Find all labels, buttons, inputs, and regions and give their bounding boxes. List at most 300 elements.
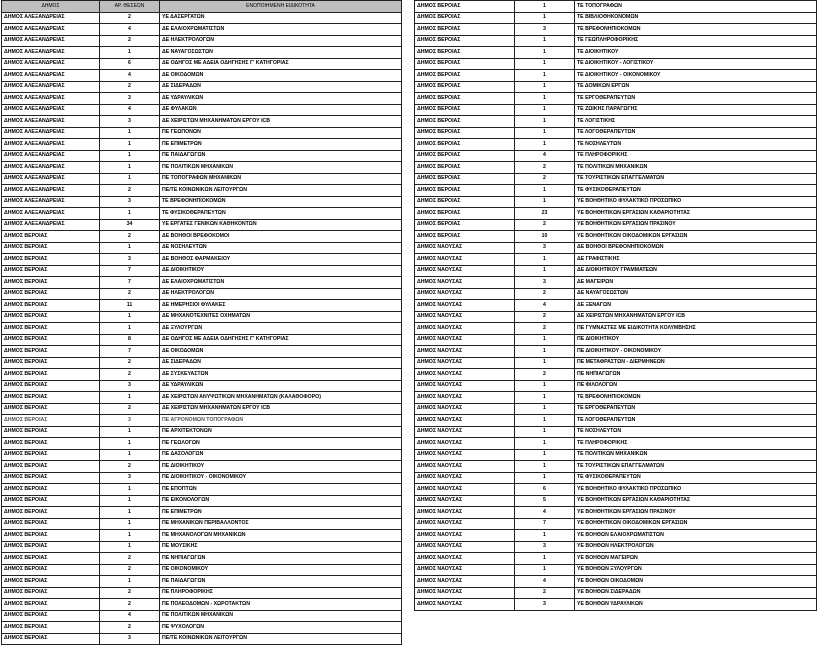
cell-dimos: ΔΗΜΟΣ ΒΕΡΟΙΑΣ <box>415 116 515 128</box>
table-row <box>415 265 817 277</box>
cell-dimos: ΔΗΜΟΣ ΝΑΟΥΣΑΣ <box>415 403 515 415</box>
cell-eidikotita: ΤΕ ΛΟΓΟΘΕΡΑΠΕΥΤΩΝ <box>575 415 817 427</box>
cell-theseis: 1 <box>100 208 160 220</box>
cell-theseis: 1 <box>515 415 575 427</box>
cell-theseis: 1 <box>515 116 575 128</box>
cell-theseis: 23 <box>515 208 575 220</box>
table-row <box>415 1 817 13</box>
cell-dimos: ΔΗΜΟΣ ΝΑΟΥΣΑΣ <box>415 576 515 588</box>
cell-theseis: 1 <box>100 518 160 530</box>
cell-theseis: 1 <box>515 185 575 197</box>
table-row <box>2 472 402 484</box>
cell-dimos: ΔΗΜΟΣ ΒΕΡΟΙΑΣ <box>415 58 515 70</box>
cell-theseis: 1 <box>100 127 160 139</box>
table-row <box>415 277 817 289</box>
cell-dimos: ΔΗΜΟΣ ΒΕΡΟΙΑΣ <box>415 35 515 47</box>
table-row <box>2 438 402 450</box>
cell-theseis: 1 <box>100 311 160 323</box>
cell-theseis: 3 <box>100 633 160 645</box>
cell-theseis: 7 <box>515 518 575 530</box>
cell-dimos: ΔΗΜΟΣ ΒΕΡΟΙΑΣ <box>2 288 100 300</box>
cell-eidikotita: ΤΕ ΓΕΩΠΛΗΡΟΦΟΡΙΚΗΣ <box>575 35 817 47</box>
cell-dimos: ΔΗΜΟΣ ΑΛΕΞΑΝΔΡΕΙΑΣ <box>2 93 100 105</box>
table-row <box>2 196 402 208</box>
table-row <box>415 35 817 47</box>
cell-theseis: 4 <box>100 24 160 36</box>
table-row <box>2 104 402 116</box>
cell-dimos: ΔΗΜΟΣ ΒΕΡΟΙΑΣ <box>2 380 100 392</box>
cell-dimos: ΔΗΜΟΣ ΝΑΟΥΣΑΣ <box>415 277 515 289</box>
cell-eidikotita: ΔΕ ΣΥΣΚΕΥΑΣΤΩΝ <box>160 369 402 381</box>
cell-theseis: 2 <box>100 369 160 381</box>
cell-theseis: 2 <box>100 35 160 47</box>
table-row <box>2 587 402 599</box>
cell-dimos: ΔΗΜΟΣ ΝΑΟΥΣΑΣ <box>415 438 515 450</box>
cell-eidikotita: ΤΕ ΦΥΣΙΚΟΘΕΡΑΠΕΥΤΩΝ <box>575 185 817 197</box>
cell-dimos: ΔΗΜΟΣ ΝΑΟΥΣΑΣ <box>415 323 515 335</box>
table-row <box>415 139 817 151</box>
cell-theseis: 2 <box>515 219 575 231</box>
cell-theseis: 1 <box>515 1 575 13</box>
cell-eidikotita: ΥΕ ΒΟΗΘΗΤΙΚΟ ΦΥΛΑΚΤΙΚΟ ΠΡΟΣΩΠΙΚΟ <box>575 196 817 208</box>
table-row <box>2 24 402 36</box>
cell-eidikotita: ΠΕ ΨΥΧΟΛΟΓΩΝ <box>160 622 402 634</box>
cell-eidikotita: ΔΕ ΣΙΔΕΡΑΔΩΝ <box>160 81 402 93</box>
cell-theseis: 4 <box>100 104 160 116</box>
cell-eidikotita: ΤΕ ΒΡΕΦΟΝΗΠΙΟΚΟΜΩΝ <box>160 196 402 208</box>
table-row <box>2 219 402 231</box>
table-row <box>2 633 402 645</box>
cell-eidikotita: ΔΕ ΒΟΗΘΟΙ ΒΡΕΦΟΝΗΠΙΟΚΟΜΩΝ <box>575 242 817 254</box>
cell-theseis: 1 <box>515 461 575 473</box>
cell-eidikotita: ΤΕ ΠΛΗΡΟΦΟΡΙΚΗΣ <box>575 150 817 162</box>
cell-theseis: 2 <box>100 357 160 369</box>
cell-eidikotita: ΥΕ ΔΑΣΕΡΓΑΤΩΝ <box>160 12 402 24</box>
cell-eidikotita: ΤΕ ΔΙΟΙΚΗΤΙΚΟΥ - ΟΙΚΟΝΟΜΙΚΟΥ <box>575 70 817 82</box>
cell-theseis: 1 <box>515 449 575 461</box>
cell-eidikotita: ΔΕ ΝΑΥΑΓΟΣΩΣΤΩΝ <box>160 47 402 59</box>
cell-theseis: 1 <box>515 47 575 59</box>
cell-eidikotita: ΥΕ ΒΟΗΘΩΝ ΗΛΕΚΤΡΟΛΟΓΩΝ <box>575 541 817 553</box>
cell-dimos: ΔΗΜΟΣ ΝΑΟΥΣΑΣ <box>415 599 515 611</box>
cell-theseis: 4 <box>100 610 160 622</box>
cell-eidikotita: ΤΕ ΦΥΣΙΚΟΘΕΡΑΠΕΥΤΩΝ <box>160 208 402 220</box>
cell-eidikotita: ΠΕ ΑΡΧΙΤΕΚΤΟΝΩΝ <box>160 426 402 438</box>
table-row <box>415 415 817 427</box>
cell-theseis: 1 <box>100 323 160 335</box>
cell-dimos: ΔΗΜΟΣ ΝΑΟΥΣΑΣ <box>415 300 515 312</box>
cell-dimos: ΔΗΜΟΣ ΝΑΟΥΣΑΣ <box>415 415 515 427</box>
cell-theseis: 1 <box>515 392 575 404</box>
table-row <box>2 231 402 243</box>
table-row <box>2 334 402 346</box>
cell-eidikotita: ΔΕ ΝΟΣΗΛΕΥΤΩΝ <box>160 242 402 254</box>
table-row <box>415 81 817 93</box>
cell-theseis: 1 <box>515 127 575 139</box>
table-row <box>415 346 817 358</box>
table-row <box>415 438 817 450</box>
cell-dimos: ΔΗΜΟΣ ΒΕΡΟΙΑΣ <box>2 564 100 576</box>
cell-eidikotita: ΔΕ ΜΑΓΕΙΡΩΝ <box>575 277 817 289</box>
cell-eidikotita: ΤΕ ΕΡΓΟΘΕΡΑΠΕΥΤΩΝ <box>575 403 817 415</box>
cell-dimos: ΔΗΜΟΣ ΑΛΕΞΑΝΔΡΕΙΑΣ <box>2 70 100 82</box>
table-row <box>2 277 402 289</box>
table-row <box>415 254 817 266</box>
cell-eidikotita: ΔΕ ΟΙΚΟΔΟΜΩΝ <box>160 70 402 82</box>
table-row <box>2 162 402 174</box>
table-row <box>2 185 402 197</box>
table-row <box>415 495 817 507</box>
cell-dimos: ΔΗΜΟΣ ΝΑΟΥΣΑΣ <box>415 334 515 346</box>
cell-dimos: ΔΗΜΟΣ ΑΛΕΞΑΝΔΡΕΙΑΣ <box>2 35 100 47</box>
cell-eidikotita: ΔΕ ΒΟΗΘΟΙ ΒΡΕΦΟΚΟΜΟΙ <box>160 231 402 243</box>
cell-eidikotita: ΤΕ ΔΟΜΙΚΩΝ ΕΡΓΩΝ <box>575 81 817 93</box>
table-row <box>415 553 817 565</box>
cell-dimos: ΔΗΜΟΣ ΒΕΡΟΙΑΣ <box>2 403 100 415</box>
table-row <box>415 116 817 128</box>
cell-eidikotita: ΤΕ ΤΟΥΡΙΣΤΙΚΩΝ ΕΠΑΓΓΕΛΜΑΤΩΝ <box>575 173 817 185</box>
cell-theseis: 2 <box>100 461 160 473</box>
cell-eidikotita: ΤΕ ΛΟΓΟΘΕΡΑΠΕΥΤΩΝ <box>575 127 817 139</box>
cell-eidikotita: ΠΕ ΓΕΩΛΟΓΩΝ <box>160 438 402 450</box>
cell-eidikotita: ΥΕ ΒΟΗΘΗΤΙΚΩΝ ΟΙΚΟΔΟΜΙΚΩΝ ΕΡΓΑΣΙΩΝ <box>575 518 817 530</box>
cell-dimos: ΔΗΜΟΣ ΒΕΡΟΙΑΣ <box>2 449 100 461</box>
cell-eidikotita: ΥΕ ΒΟΗΘΗΤΙΚΩΝ ΕΡΓΑΣΙΩΝ ΚΑΘΑΡΙΟΤΗΤΑΣ <box>575 208 817 220</box>
cell-dimos: ΔΗΜΟΣ ΒΕΡΟΙΑΣ <box>415 93 515 105</box>
cell-theseis: 6 <box>100 58 160 70</box>
cell-theseis: 6 <box>515 484 575 496</box>
cell-eidikotita: ΤΕ ΛΟΓΙΣΤΙΚΗΣ <box>575 116 817 128</box>
cell-eidikotita: ΠΕ ΕΠΙΜΕΤΡΩΝ <box>160 139 402 151</box>
table-row <box>2 495 402 507</box>
cell-dimos: ΔΗΜΟΣ ΒΕΡΟΙΑΣ <box>2 461 100 473</box>
cell-eidikotita: ΔΕ ΥΔΡΑΥΛΙΚΩΝ <box>160 93 402 105</box>
cell-dimos: ΔΗΜΟΣ ΑΛΕΞΑΝΔΡΕΙΑΣ <box>2 139 100 151</box>
table-row <box>2 610 402 622</box>
table-row <box>2 139 402 151</box>
cell-dimos: ΔΗΜΟΣ ΑΛΕΞΑΝΔΡΕΙΑΣ <box>2 162 100 174</box>
table-row <box>2 173 402 185</box>
cell-theseis: 2 <box>515 323 575 335</box>
cell-eidikotita: ΠΕ ΜΗΧΑΝΙΚΩΝ ΠΕΡΙΒΑΛΛΟΝΤΟΣ <box>160 518 402 530</box>
cell-dimos: ΔΗΜΟΣ ΝΑΟΥΣΑΣ <box>415 311 515 323</box>
table-row <box>415 587 817 599</box>
cell-dimos: ΔΗΜΟΣ ΝΑΟΥΣΑΣ <box>415 507 515 519</box>
table-row <box>2 346 402 358</box>
cell-theseis: 2 <box>100 185 160 197</box>
cell-dimos: ΔΗΜΟΣ ΒΕΡΟΙΑΣ <box>2 369 100 381</box>
cell-dimos: ΔΗΜΟΣ ΝΑΟΥΣΑΣ <box>415 530 515 542</box>
cell-dimos: ΔΗΜΟΣ ΒΕΡΟΙΑΣ <box>2 553 100 565</box>
table-row <box>415 599 817 611</box>
cell-theseis: 1 <box>515 426 575 438</box>
cell-dimos: ΔΗΜΟΣ ΝΑΟΥΣΑΣ <box>415 346 515 358</box>
cell-dimos: ΔΗΜΟΣ ΑΛΕΞΑΝΔΡΕΙΑΣ <box>2 196 100 208</box>
cell-theseis: 8 <box>100 334 160 346</box>
table-row <box>2 265 402 277</box>
table-row <box>415 242 817 254</box>
cell-eidikotita: ΠΕ ΠΟΛΙΤΙΚΩΝ ΜΗΧΑΝΙΚΩΝ <box>160 610 402 622</box>
left-table-body <box>2 12 402 645</box>
table-row <box>2 242 402 254</box>
table-row <box>415 461 817 473</box>
cell-eidikotita: ΤΕ ΔΙΟΙΚΗΤΙΚΟΥ - ΛΟΓΙΣΤΙΚΟΥ <box>575 58 817 70</box>
cell-theseis: 2 <box>100 403 160 415</box>
cell-theseis: 2 <box>515 173 575 185</box>
table-row <box>2 380 402 392</box>
cell-theseis: 4 <box>515 300 575 312</box>
cell-eidikotita: ΤΕ ΖΩΙΚΗΣ ΠΑΡΑΓΩΓΗΣ <box>575 104 817 116</box>
table-row <box>2 622 402 634</box>
cell-eidikotita: ΔΕ ΟΔΗΓΟΣ ΜΕ ΑΔΕΙΑ ΟΔΗΓΗΣΗΣ Γ' ΚΑΤΗΓΟΡΙΑΣ <box>160 58 402 70</box>
cell-dimos: ΔΗΜΟΣ ΝΑΟΥΣΑΣ <box>415 288 515 300</box>
cell-eidikotita: ΠΕ ΠΛΗΡΟΦΟΡΙΚΗΣ <box>160 587 402 599</box>
cell-dimos: ΔΗΜΟΣ ΝΑΟΥΣΑΣ <box>415 369 515 381</box>
table-row <box>2 507 402 519</box>
cell-eidikotita: ΤΕ ΠΛΗΡΟΦΟΡΙΚΗΣ <box>575 438 817 450</box>
table-row <box>415 392 817 404</box>
cell-dimos: ΔΗΜΟΣ ΝΑΟΥΣΑΣ <box>415 426 515 438</box>
table-row <box>415 484 817 496</box>
cell-theseis: 2 <box>515 288 575 300</box>
cell-eidikotita: ΔΕ ΔΙΟΙΚΗΤΙΚΟΥ <box>160 265 402 277</box>
cell-theseis: 1 <box>515 438 575 450</box>
cell-eidikotita: ΤΕ ΒΙΒΛΙΟΘΗΚΟΝΟΜΩΝ <box>575 12 817 24</box>
cell-eidikotita: ΔΕ ΞΕΝΑΓΩΝ <box>575 300 817 312</box>
cell-dimos: ΔΗΜΟΣ ΒΕΡΟΙΑΣ <box>2 311 100 323</box>
cell-dimos: ΔΗΜΟΣ ΒΕΡΟΙΑΣ <box>2 323 100 335</box>
cell-dimos: ΔΗΜΟΣ ΒΕΡΟΙΑΣ <box>2 300 100 312</box>
cell-eidikotita: ΥΕ ΕΡΓΑΤΕΣ ΓΕΝΙΚΩΝ ΚΑΘΗΚΟΝΤΩΝ <box>160 219 402 231</box>
cell-theseis: 1 <box>515 70 575 82</box>
cell-theseis: 1 <box>515 553 575 565</box>
cell-theseis: 2 <box>515 162 575 174</box>
right-table-body <box>415 1 817 611</box>
header-eidikotita: ΕΝΟΠΟΙΗΜΕΝΗ ΕΙΔΙΚΟΤΗΤΑ <box>160 1 402 13</box>
table-row <box>415 564 817 576</box>
cell-dimos: ΔΗΜΟΣ ΒΕΡΟΙΑΣ <box>2 415 100 427</box>
cell-eidikotita: ΥΕ ΒΟΗΘΗΤΙΚΩΝ ΟΙΚΟΔΟΜΙΚΩΝ ΕΡΓΑΣΙΩΝ <box>575 231 817 243</box>
table-row <box>415 576 817 588</box>
cell-dimos: ΔΗΜΟΣ ΒΕΡΟΙΑΣ <box>415 162 515 174</box>
table-row <box>415 24 817 36</box>
cell-dimos: ΔΗΜΟΣ ΝΑΟΥΣΑΣ <box>415 564 515 576</box>
cell-eidikotita: ΥΕ ΒΟΗΘΩΝ ΜΑΓΕΙΡΩΝ <box>575 553 817 565</box>
table-row <box>415 162 817 174</box>
cell-theseis: 2 <box>100 12 160 24</box>
cell-theseis: 2 <box>100 599 160 611</box>
cell-eidikotita: ΠΕ ΦΙΛΟΛΟΓΩΝ <box>575 380 817 392</box>
cell-dimos: ΔΗΜΟΣ ΝΑΟΥΣΑΣ <box>415 392 515 404</box>
table-row <box>415 12 817 24</box>
cell-eidikotita: ΔΕ ΕΛΑΙΟΧΡΩΜΑΤΙΣΤΩΝ <box>160 277 402 289</box>
cell-theseis: 5 <box>515 495 575 507</box>
cell-theseis: 1 <box>100 530 160 542</box>
cell-dimos: ΔΗΜΟΣ ΝΑΟΥΣΑΣ <box>415 541 515 553</box>
cell-dimos: ΔΗΜΟΣ ΝΑΟΥΣΑΣ <box>415 587 515 599</box>
cell-dimos: ΔΗΜΟΣ ΝΑΟΥΣΑΣ <box>415 254 515 266</box>
cell-eidikotita: ΔΕ ΒΟΗΘΟΣ ΦΑΡΜΑΚΕΙΟΥ <box>160 254 402 266</box>
right-positions-table <box>414 0 817 611</box>
cell-eidikotita: ΥΕ ΒΟΗΘΗΤΙΚΩΝ ΕΡΓΑΣΙΩΝ ΠΡΑΣΙΝΟΥ <box>575 219 817 231</box>
cell-theseis: 1 <box>515 530 575 542</box>
cell-dimos: ΔΗΜΟΣ ΒΕΡΟΙΑΣ <box>2 472 100 484</box>
table-row <box>415 518 817 530</box>
cell-eidikotita: ΤΕ ΦΥΣΙΚΟΘΕΡΑΠΕΥΤΩΝ <box>575 472 817 484</box>
table-row <box>415 311 817 323</box>
cell-eidikotita: ΠΕ/ΤΕ ΚΟΙΝΩΝΙΚΩΝ ΛΕΙΤΟΥΡΓΩΝ <box>160 185 402 197</box>
cell-theseis: 1 <box>515 104 575 116</box>
cell-theseis: 1 <box>100 507 160 519</box>
cell-theseis: 1 <box>100 484 160 496</box>
cell-theseis: 1 <box>515 403 575 415</box>
cell-theseis: 1 <box>100 438 160 450</box>
cell-theseis: 1 <box>515 58 575 70</box>
cell-theseis: 1 <box>100 242 160 254</box>
cell-theseis: 1 <box>100 173 160 185</box>
cell-dimos: ΔΗΜΟΣ ΒΕΡΟΙΑΣ <box>2 242 100 254</box>
cell-theseis: 3 <box>515 541 575 553</box>
table-row <box>415 472 817 484</box>
cell-theseis: 2 <box>100 564 160 576</box>
cell-dimos: ΔΗΜΟΣ ΒΕΡΟΙΑΣ <box>2 576 100 588</box>
cell-dimos: ΔΗΜΟΣ ΒΕΡΟΙΑΣ <box>2 518 100 530</box>
cell-dimos: ΔΗΜΟΣ ΑΛΕΞΑΝΔΡΕΙΑΣ <box>2 116 100 128</box>
cell-theseis: 1 <box>100 449 160 461</box>
cell-theseis: 2 <box>100 81 160 93</box>
cell-dimos: ΔΗΜΟΣ ΒΕΡΟΙΑΣ <box>415 185 515 197</box>
cell-dimos: ΔΗΜΟΣ ΑΛΕΞΑΝΔΡΕΙΑΣ <box>2 24 100 36</box>
cell-dimos: ΔΗΜΟΣ ΝΑΟΥΣΑΣ <box>415 380 515 392</box>
cell-eidikotita: ΠΕ ΝΗΠΙΑΓΩΓΩΝ <box>160 553 402 565</box>
cell-eidikotita: ΠΕ ΔΙΟΙΚΗΤΙΚΟΥ - ΟΙΚΟΝΟΜΙΚΟΥ <box>575 346 817 358</box>
cell-dimos: ΔΗΜΟΣ ΝΑΟΥΣΑΣ <box>415 449 515 461</box>
cell-theseis: 1 <box>515 357 575 369</box>
table-row <box>415 530 817 542</box>
cell-theseis: 1 <box>515 334 575 346</box>
cell-theseis: 1 <box>515 12 575 24</box>
table-row <box>2 461 402 473</box>
cell-dimos: ΔΗΜΟΣ ΑΛΕΞΑΝΔΡΕΙΑΣ <box>2 173 100 185</box>
cell-eidikotita: ΥΕ ΒΟΗΘΩΝ ΞΥΛΟΥΡΓΩΝ <box>575 564 817 576</box>
cell-theseis: 1 <box>100 162 160 174</box>
table-row <box>2 369 402 381</box>
cell-dimos: ΔΗΜΟΣ ΒΕΡΟΙΑΣ <box>2 530 100 542</box>
cell-theseis: 1 <box>515 346 575 358</box>
cell-theseis: 1 <box>100 47 160 59</box>
cell-eidikotita: ΠΕ ΜΕΤΑΦΡΑΣΤΩΝ - ΔΙΕΡΜΗΝΕΩΝ <box>575 357 817 369</box>
cell-dimos: ΔΗΜΟΣ ΝΑΟΥΣΑΣ <box>415 461 515 473</box>
cell-eidikotita: ΤΕ ΠΟΛΙΤΙΚΩΝ ΜΗΧΑΝΙΚΩΝ <box>575 449 817 461</box>
left-positions-table <box>1 0 402 645</box>
cell-eidikotita: ΠΕ ΕΠΟΠΤΩΝ <box>160 484 402 496</box>
cell-dimos: ΔΗΜΟΣ ΑΛΕΞΑΝΔΡΕΙΑΣ <box>2 185 100 197</box>
cell-eidikotita: ΥΕ ΒΟΗΘΩΝ ΕΛΑΙΟΧΡΩΜΑΤΙΣΤΩΝ <box>575 530 817 542</box>
cell-eidikotita: ΔΕ ΝΑΥΑΓΟΣΩΣΤΩΝ <box>575 288 817 300</box>
table-row <box>2 127 402 139</box>
cell-eidikotita: ΠΕ ΓΥΜΝΑΣΤΕΣ ΜΕ ΕΙΔΙΚΟΤΗΤΑ ΚΟΛΥΜΒΗΣΗΣ <box>575 323 817 335</box>
table-row <box>2 530 402 542</box>
table-header-row <box>2 1 402 13</box>
cell-eidikotita: ΤΕ ΕΡΓΟΘΕΡΑΠΕΥΤΩΝ <box>575 93 817 105</box>
cell-dimos: ΔΗΜΟΣ ΒΕΡΟΙΑΣ <box>415 1 515 13</box>
cell-dimos: ΔΗΜΟΣ ΒΕΡΟΙΑΣ <box>2 346 100 358</box>
cell-eidikotita: ΔΕ ΜΗΧΑΝΟΤΕΧΝΙΤΕΣ ΟΧΗΜΑΤΩΝ <box>160 311 402 323</box>
table-row <box>2 484 402 496</box>
cell-eidikotita: ΠΕ ΓΕΩΠΟΝΩΝ <box>160 127 402 139</box>
cell-dimos: ΔΗΜΟΣ ΒΕΡΟΙΑΣ <box>2 334 100 346</box>
table-row <box>415 300 817 312</box>
cell-eidikotita: ΔΕ ΧΕΙΡΙΣΤΩΝ ΜΗΧΑΝΗΜΑΤΩΝ ΕΡΓΟΥ ICB <box>160 403 402 415</box>
cell-theseis: 10 <box>515 231 575 243</box>
table-row <box>2 449 402 461</box>
cell-dimos: ΔΗΜΟΣ ΒΕΡΟΙΑΣ <box>2 610 100 622</box>
cell-eidikotita: ΤΕ ΠΟΛΙΤΙΚΩΝ ΜΗΧΑΝΙΚΩΝ <box>575 162 817 174</box>
cell-theseis: 1 <box>515 139 575 151</box>
cell-dimos: ΔΗΜΟΣ ΑΛΕΞΑΝΔΡΕΙΑΣ <box>2 81 100 93</box>
table-row <box>415 196 817 208</box>
cell-eidikotita: ΔΕ ΟΔΗΓΟΣ ΜΕ ΑΔΕΙΑ ΟΔΗΓΗΣΗΣ Γ' ΚΑΤΗΓΟΡΙΑΣ <box>160 334 402 346</box>
cell-eidikotita: ΠΕ ΠΟΛΙΤΙΚΩΝ ΜΗΧΑΝΙΚΩΝ <box>160 162 402 174</box>
cell-dimos: ΔΗΜΟΣ ΝΑΟΥΣΑΣ <box>415 495 515 507</box>
table-row <box>415 380 817 392</box>
table-row <box>415 507 817 519</box>
cell-dimos: ΔΗΜΟΣ ΒΕΡΟΙΑΣ <box>2 265 100 277</box>
table-row <box>415 173 817 185</box>
cell-eidikotita: ΥΕ ΒΟΗΘΗΤΙΚΟ ΦΥΛΑΚΤΙΚΟ ΠΡΟΣΩΠΙΚΟ <box>575 484 817 496</box>
cell-theseis: 1 <box>100 392 160 404</box>
header-theseis: ΑΡ. ΘΕΣΕΩΝ <box>100 1 160 13</box>
table-row <box>415 104 817 116</box>
cell-theseis: 1 <box>515 472 575 484</box>
cell-dimos: ΔΗΜΟΣ ΝΑΟΥΣΑΣ <box>415 472 515 484</box>
cell-theseis: 1 <box>515 254 575 266</box>
cell-dimos: ΔΗΜΟΣ ΝΑΟΥΣΑΣ <box>415 357 515 369</box>
cell-dimos: ΔΗΜΟΣ ΝΑΟΥΣΑΣ <box>415 518 515 530</box>
table-row <box>415 127 817 139</box>
table-row <box>415 449 817 461</box>
cell-eidikotita: ΔΕ ΧΕΙΡΙΣΤΩΝ ΑΝΥΨΩΤΙΚΩΝ ΜΗΧΑΝΗΜΑΤΩΝ (ΚΑΛΑΘΟΦΟΡΟ) <box>160 392 402 404</box>
cell-theseis: 1 <box>100 139 160 151</box>
cell-theseis: 1 <box>100 495 160 507</box>
table-row <box>415 426 817 438</box>
cell-dimos: ΔΗΜΟΣ ΒΕΡΟΙΑΣ <box>415 104 515 116</box>
table-row <box>2 311 402 323</box>
table-row <box>415 150 817 162</box>
cell-theseis: 3 <box>515 277 575 289</box>
cell-eidikotita: ΤΕ ΝΟΣΗΛΕΥΤΩΝ <box>575 426 817 438</box>
table-row <box>415 219 817 231</box>
cell-eidikotita: ΔΕ ΟΙΚΟΔΟΜΩΝ <box>160 346 402 358</box>
cell-dimos: ΔΗΜΟΣ ΒΕΡΟΙΑΣ <box>415 139 515 151</box>
table-row <box>2 93 402 105</box>
cell-dimos: ΔΗΜΟΣ ΒΕΡΟΙΑΣ <box>415 70 515 82</box>
cell-eidikotita: ΠΕ ΔΑΣΟΛΟΓΩΝ <box>160 449 402 461</box>
cell-dimos: ΔΗΜΟΣ ΒΕΡΟΙΑΣ <box>2 587 100 599</box>
cell-eidikotita: ΠΕ ΠΑΙΔΑΓΩΓΩΝ <box>160 150 402 162</box>
cell-dimos: ΔΗΜΟΣ ΒΕΡΟΙΑΣ <box>2 277 100 289</box>
cell-dimos: ΔΗΜΟΣ ΒΕΡΟΙΑΣ <box>2 622 100 634</box>
cell-dimos: ΔΗΜΟΣ ΝΑΟΥΣΑΣ <box>415 484 515 496</box>
table-row <box>2 288 402 300</box>
cell-eidikotita: ΠΕ ΜΗΧΑΝΟΛΟΓΩΝ ΜΗΧΑΝΙΚΩΝ <box>160 530 402 542</box>
table-row <box>2 208 402 220</box>
table-row <box>2 12 402 24</box>
cell-dimos: ΔΗΜΟΣ ΑΛΕΞΑΝΔΡΕΙΑΣ <box>2 219 100 231</box>
cell-theseis: 1 <box>515 196 575 208</box>
table-row <box>2 70 402 82</box>
cell-eidikotita: ΥΕ ΒΟΗΘΗΤΙΚΩΝ ΕΡΓΑΣΙΩΝ ΚΑΘΑΡΙΟΤΗΤΑΣ <box>575 495 817 507</box>
